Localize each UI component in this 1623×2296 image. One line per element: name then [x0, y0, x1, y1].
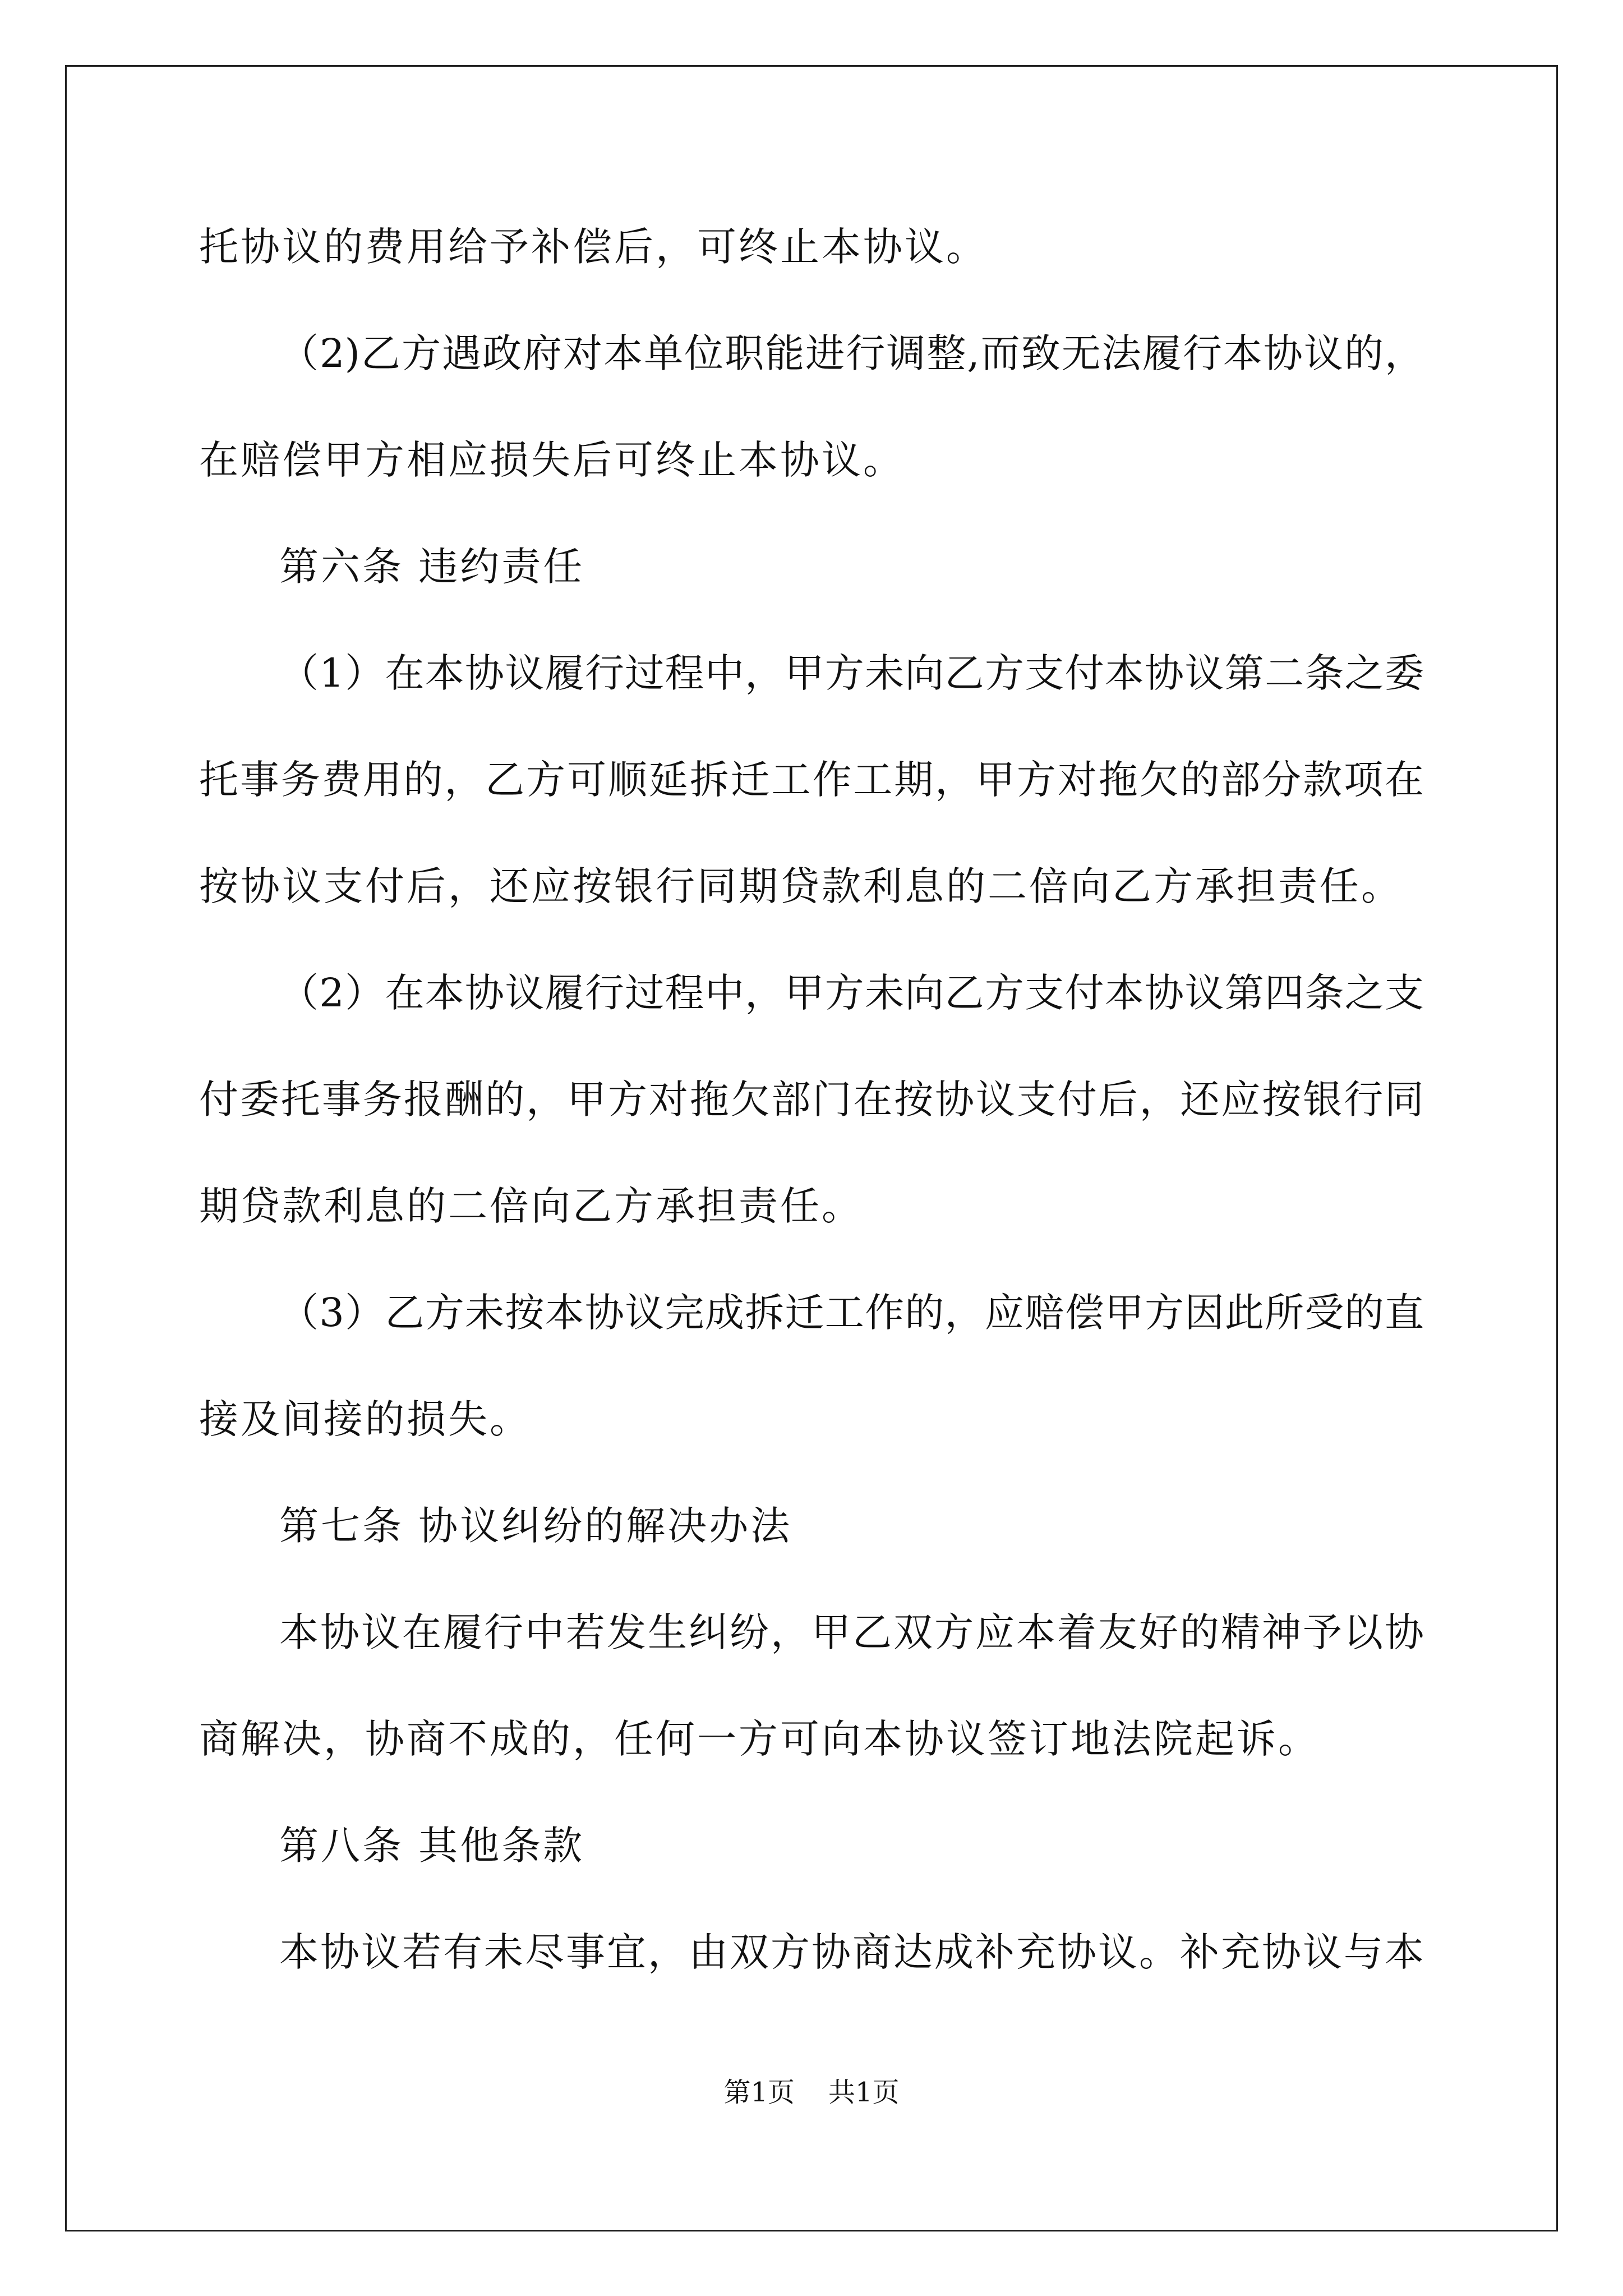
section-heading: 第八条 其他条款 [279, 1823, 585, 1869]
page-border [65, 65, 1558, 2231]
section-heading: 第六条 违约责任 [279, 544, 585, 590]
body-line: （2)乙方遇政府对本单位职能进行调整,而致无法履行本协议的， [279, 330, 1424, 376]
body-line: 期贷款利息的二倍向乙方承担责任。 [199, 1183, 863, 1229]
body-line: 在赔偿甲方相应损失后可终止本协议。 [199, 437, 905, 483]
body-line: 按协议支付后，还应按银行同期贷款利息的二倍向乙方承担责任。 [199, 863, 1403, 909]
section-heading: 第七条 协议纠纷的解决办法 [279, 1503, 792, 1549]
body-line: 接及间接的损失。 [199, 1396, 531, 1442]
body-line: （3）乙方未按本协议完成拆迁工作的，应赔偿甲方因此所受的直 [279, 1290, 1424, 1336]
page-footer [0, 2076, 1623, 2109]
page-number-total: 共1页 [828, 2077, 900, 2108]
body-line: 托协议的费用给予补偿后，可终止本协议。 [199, 224, 988, 270]
body-line: 托事务费用的，乙方可顺延拆迁工作工期，甲方对拖欠的部分款项在 [199, 757, 1424, 803]
body-line: 本协议在履行中若发生纠纷，甲乙双方应本着友好的精神予以协 [279, 1609, 1424, 1655]
body-line: （2）在本协议履行过程中，甲方未向乙方支付本协议第四条之支 [279, 970, 1424, 1016]
body-line: （1）在本协议履行过程中，甲方未向乙方支付本协议第二条之委 [279, 650, 1424, 696]
body-line: 付委托事务报酬的，甲方对拖欠部门在按协议支付后，还应按银行同 [199, 1076, 1424, 1122]
body-line: 本协议若有未尽事宜，由双方协商达成补充协议。补充协议与本 [279, 1929, 1424, 1975]
body-line: 商解决，协商不成的，任何一方可向本协议签订地法院起诉。 [199, 1716, 1320, 1762]
page-number-current: 第1页 [723, 2077, 795, 2108]
